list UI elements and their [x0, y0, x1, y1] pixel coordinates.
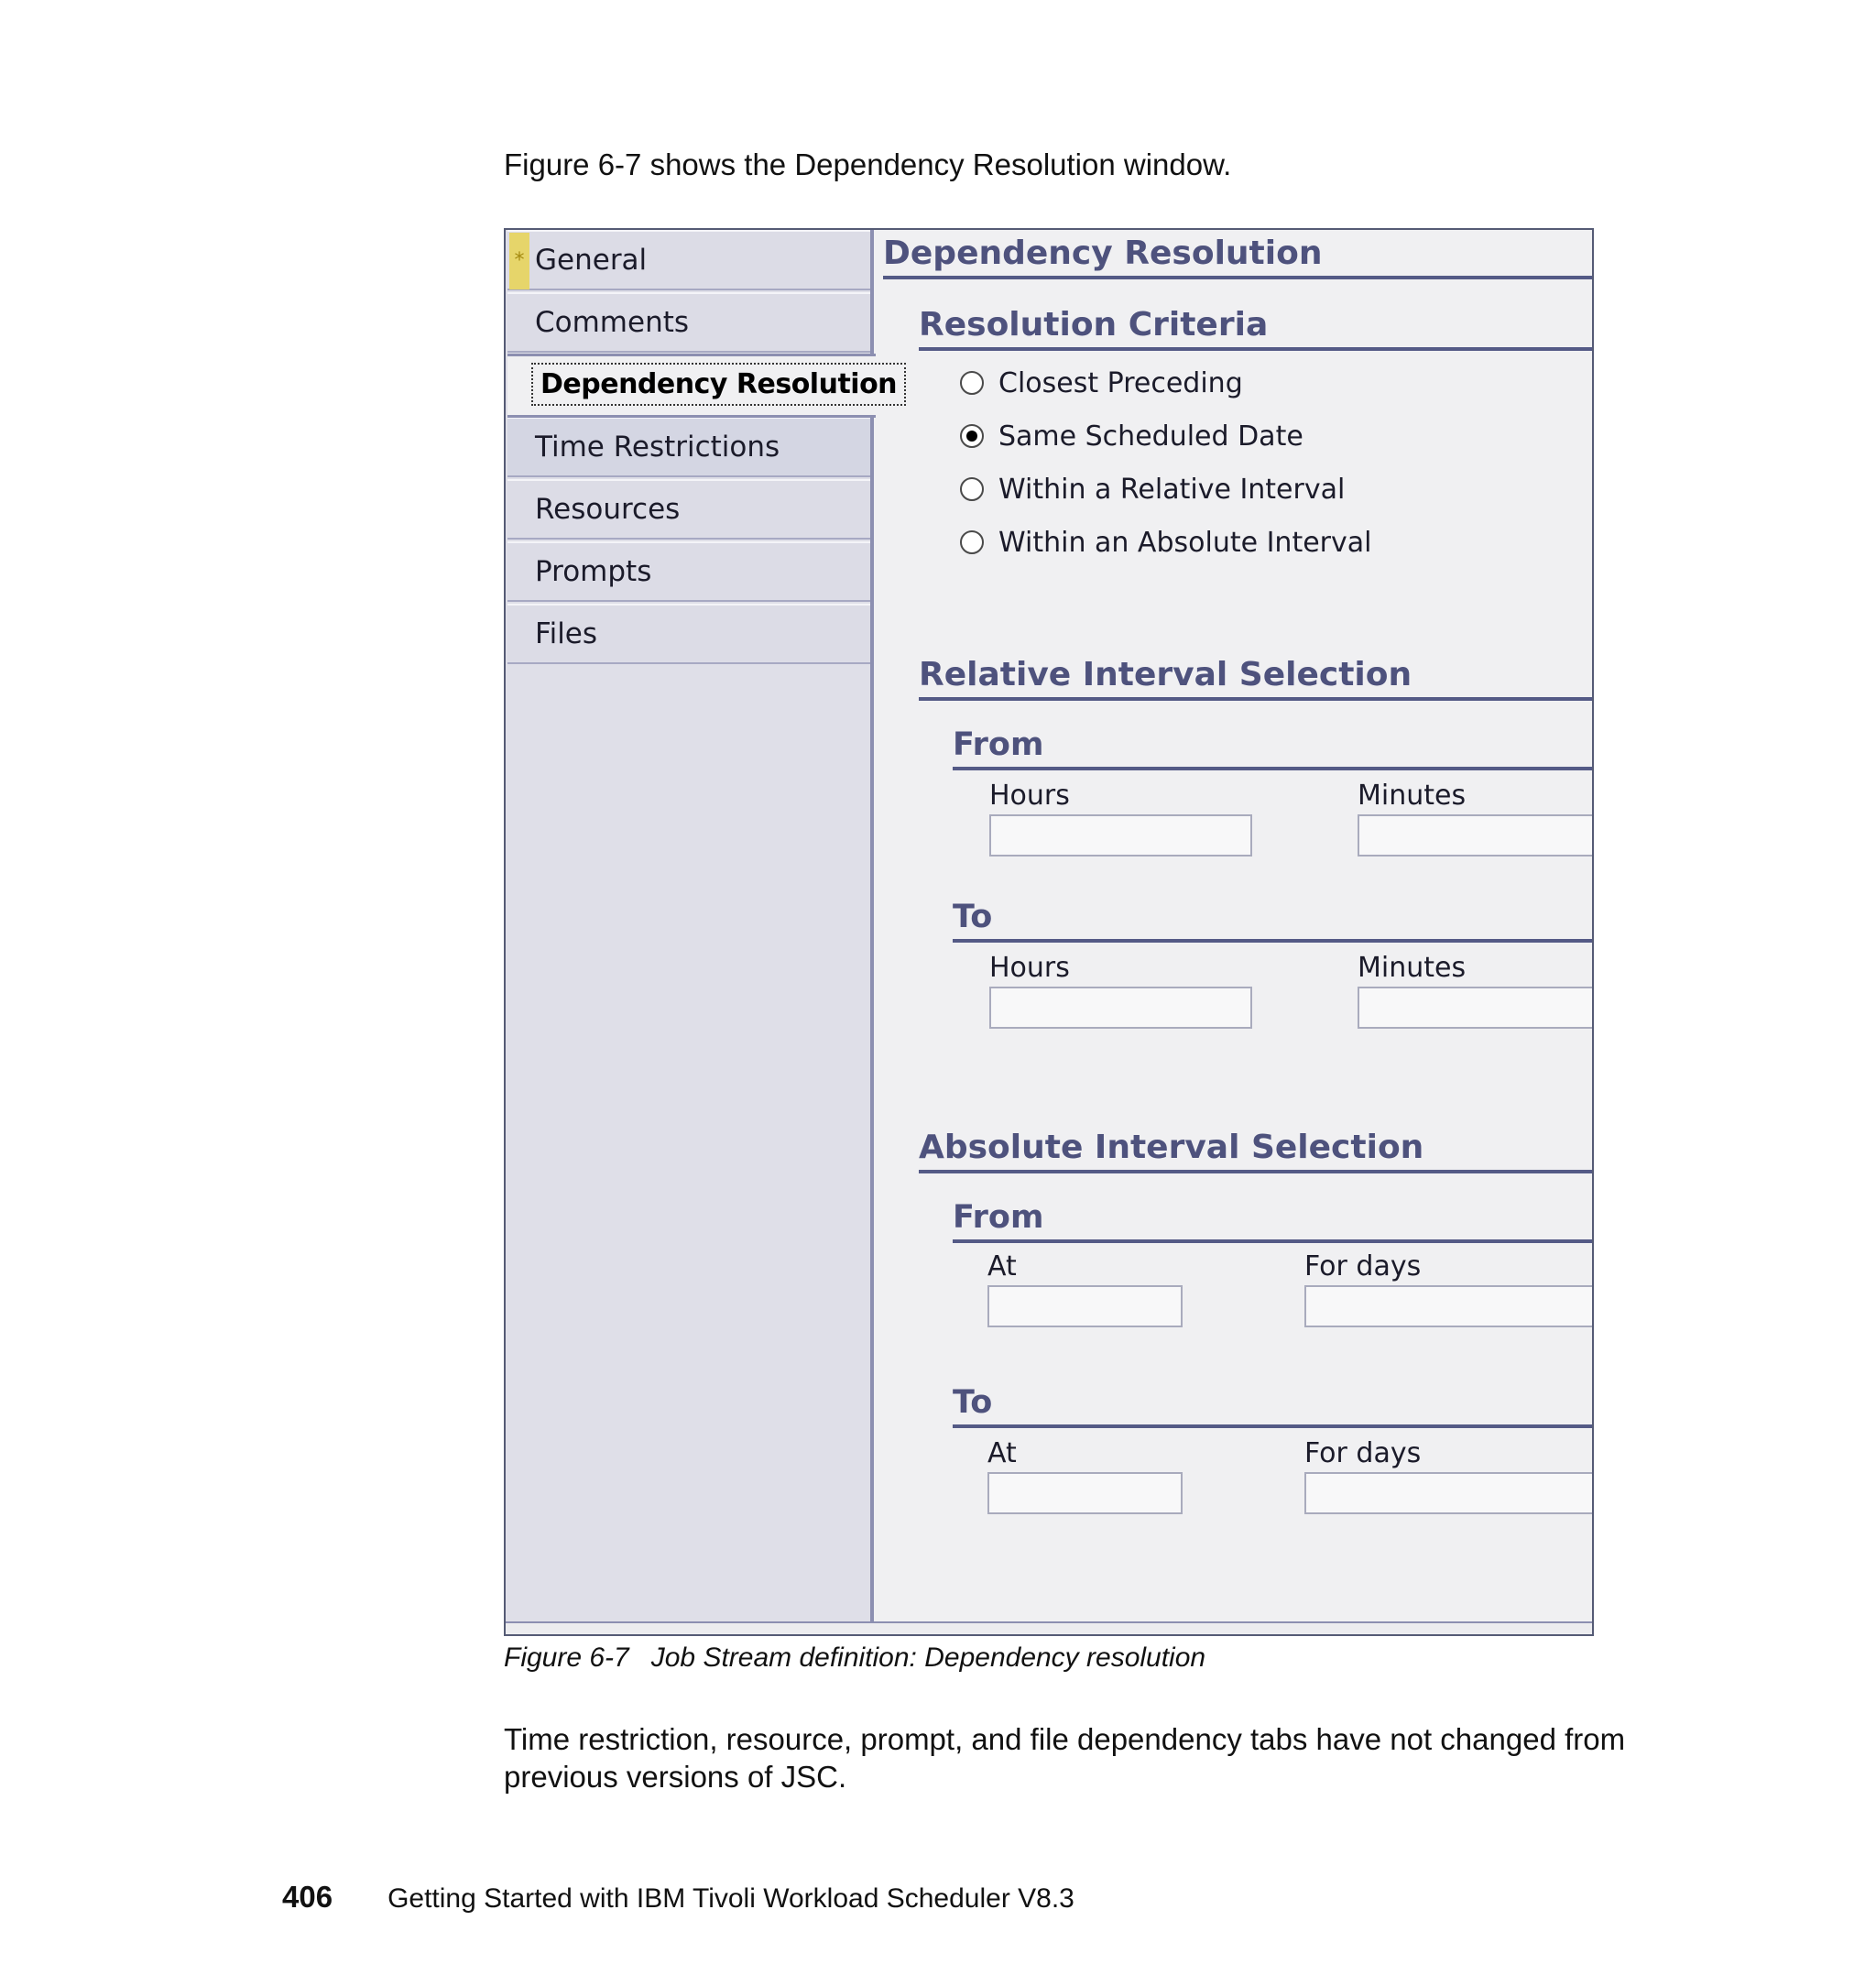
book-title: Getting Started with IBM Tivoli Workload Scheduler V8.3 [387, 1883, 1074, 1914]
radio-button[interactable] [960, 477, 984, 501]
relative-to-minutes-label: Minutes [1358, 952, 1467, 984]
absolute-interval-header-text: Absolute Interval Selection [919, 1129, 1424, 1166]
tab-label: Dependency Resolution [531, 363, 906, 406]
content-panel [878, 230, 1592, 1623]
absolute-to-header [953, 1382, 1592, 1428]
tab-sidebar [506, 230, 898, 1625]
radio-label: Within a Relative Interval [998, 474, 1346, 506]
dependency-resolution-window [504, 228, 1594, 1636]
radio-label: Within an Absolute Interval [998, 527, 1372, 559]
absolute-to-header-text: To [953, 1384, 993, 1421]
absolute-from-days-input[interactable] [1304, 1285, 1594, 1327]
window-bottom-border [506, 1621, 1592, 1634]
modified-marker-icon: * [509, 233, 529, 289]
absolute-from-header [953, 1197, 1592, 1243]
relative-to-hours-input[interactable] [989, 987, 1252, 1029]
body-paragraph: Time restriction, resource, prompt, and file dependency tabs have not changed from previous versions of JSC. [504, 1722, 1626, 1794]
absolute-from-at-input[interactable] [987, 1285, 1183, 1327]
tab-label: Time Restrictions [535, 431, 780, 464]
tab-label: Files [535, 617, 598, 650]
figure-number: Figure 6-7 [504, 1642, 629, 1673]
tab-label: Prompts [535, 555, 652, 588]
absolute-from-days-label: For days [1304, 1250, 1422, 1282]
radio-button[interactable] [960, 530, 984, 554]
relative-from-hours-input[interactable] [989, 814, 1252, 857]
criteria-header [919, 301, 1592, 351]
relative-to-header [953, 897, 1592, 943]
tab-general[interactable] [507, 230, 870, 290]
tab-files[interactable] [507, 604, 870, 664]
radio-button-selected[interactable] [960, 424, 984, 448]
relative-interval-header-text: Relative Interval Selection [919, 656, 1412, 693]
relative-to-hours-label: Hours [989, 952, 1070, 984]
absolute-interval-header [919, 1124, 1592, 1173]
relative-from-header-text: From [953, 726, 1044, 763]
absolute-to-at-input[interactable] [987, 1472, 1183, 1514]
relative-from-minutes-label: Minutes [1358, 780, 1467, 812]
intro-text: Figure 6-7 shows the Dependency Resolution window. [504, 147, 1232, 181]
relative-to-minutes-input[interactable] [1358, 987, 1594, 1029]
relative-interval-header [919, 651, 1592, 701]
page-number: 406 [282, 1880, 333, 1914]
radio-label: Closest Preceding [998, 367, 1243, 399]
relative-from-minutes-input[interactable] [1358, 814, 1594, 857]
tab-prompts[interactable] [507, 541, 870, 602]
absolute-from-at-label: At [987, 1250, 1017, 1282]
radio-button[interactable] [960, 371, 984, 395]
tab-label: Comments [535, 306, 690, 339]
absolute-to-at-label: At [987, 1437, 1017, 1469]
figure-caption [504, 1642, 1205, 1674]
tab-label: General [535, 244, 648, 277]
tab-dependency-resolution[interactable] [507, 354, 898, 418]
tab-time-restrictions[interactable] [507, 417, 870, 477]
tab-comments[interactable] [507, 292, 870, 353]
absolute-from-header-text: From [953, 1199, 1044, 1236]
relative-from-hours-label: Hours [989, 780, 1070, 812]
figure-caption-text: Job Stream definition: Dependency resolution [650, 1642, 1206, 1673]
tab-label: Resources [535, 493, 681, 526]
relative-to-header-text: To [953, 899, 993, 935]
criteria-header-text: Resolution Criteria [919, 306, 1269, 344]
absolute-to-days-input[interactable] [1304, 1472, 1594, 1514]
absolute-to-days-label: For days [1304, 1437, 1422, 1469]
tab-resources[interactable] [507, 479, 870, 540]
radio-label: Same Scheduled Date [998, 420, 1303, 453]
relative-from-header [953, 725, 1592, 770]
panel-title-text: Dependency Resolution [883, 235, 1323, 272]
page-footer [282, 1880, 1074, 1915]
panel-title [883, 230, 1592, 279]
